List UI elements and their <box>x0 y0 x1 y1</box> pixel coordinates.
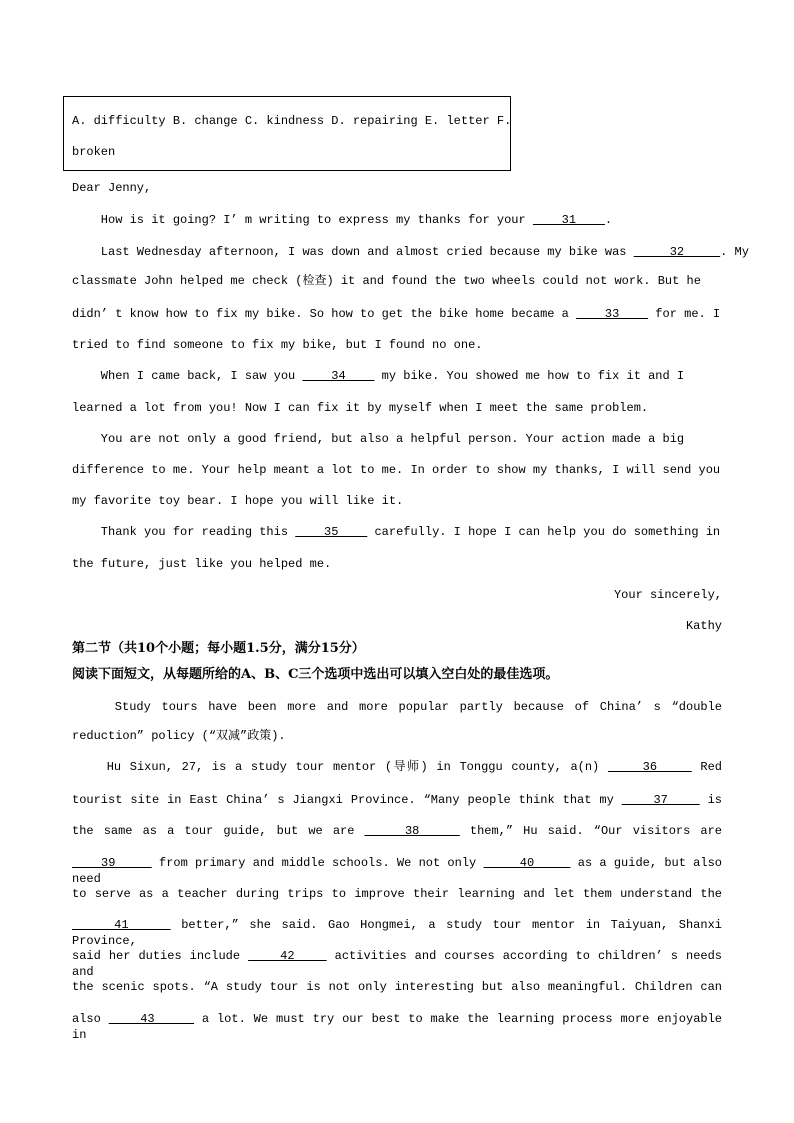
text-run: tried to find someone to fix my bike, but I found no one. <box>72 338 483 352</box>
text-run: a lot. We must try our best to make the learning process more enjoyable in <box>72 1012 722 1042</box>
blank-36: 36 <box>607 760 692 774</box>
text-run: carefully. I hope I can help you do something in <box>367 525 721 539</box>
blank-37: 37 <box>621 793 700 807</box>
text-run: them,” Hu said. “Our visitors are <box>459 824 723 838</box>
text-run: Dear Jenny, <box>72 181 152 195</box>
text-run: the scenic spots. “A study tour is not only interesting but also meaningful. Children can <box>72 980 722 994</box>
text-line <box>72 400 722 416</box>
text-run: When I came back, I saw you <box>72 369 303 383</box>
text-run: Last Wednesday afternoon, I was down and almost cried because my bike was <box>72 245 634 259</box>
text-line <box>72 180 722 196</box>
blank-34: 34 <box>302 369 375 383</box>
text-line <box>72 948 722 980</box>
text-run: my bike. You showed me how to fix it and I <box>374 369 685 383</box>
blank-43: 43 <box>108 1012 195 1026</box>
text-run: didn’ t know how to fix my bike. So how to get the bike home became a <box>72 307 577 321</box>
text-line <box>72 855 722 887</box>
blank-40: 40 <box>483 856 571 870</box>
blank-32: 32 <box>633 245 721 259</box>
text-line <box>72 1011 722 1043</box>
text-run: Your sincerely, <box>613 588 722 602</box>
text-line <box>72 979 722 995</box>
text-line <box>72 823 722 839</box>
text-run: is <box>699 793 722 807</box>
text-run: as a guide, but also need <box>72 856 722 886</box>
text-run: tourist site in East China’ s Jiangxi Province. “Many people think that my <box>72 793 622 807</box>
text-run: Study tours have been more and more popular partly because of China’ s “double <box>72 700 722 714</box>
text-run: said her duties include <box>72 949 249 963</box>
text-line <box>72 244 749 260</box>
text-run: reduction” policy (“双减”政策). <box>72 729 286 743</box>
blank-39: 39 <box>72 856 152 870</box>
text-line <box>72 524 722 540</box>
blank-38: 38 <box>364 824 460 838</box>
text-run: How is it going? I’ m writing to express my thanks for your <box>72 213 533 227</box>
blank-35: 35 <box>295 525 368 539</box>
section-instruction: 阅读下面短文，从每题所给的A、B、C三个选项中选出可以填入空白处的最佳选项。 <box>72 667 559 682</box>
blank-33: 33 <box>576 307 649 321</box>
text-run: activities and courses according to children’ s needs and <box>72 949 723 979</box>
text-run: . <box>604 213 613 227</box>
blank-41: 41 <box>72 918 171 932</box>
text-line <box>72 886 722 902</box>
text-run: Thank you for reading this <box>72 525 296 539</box>
text-run: . My <box>720 245 749 259</box>
text-line <box>72 587 722 603</box>
text-line <box>72 368 722 384</box>
text-line <box>72 212 722 228</box>
text-run: also <box>72 1012 109 1026</box>
text-line <box>72 493 722 509</box>
text-run: the future, just like you helped me. <box>72 557 332 571</box>
word-bank-line-2: broken <box>72 145 116 159</box>
text-run: Kathy <box>685 619 722 633</box>
text-run: Red <box>691 760 722 774</box>
text-line <box>72 728 722 744</box>
text-line <box>72 618 722 634</box>
text-line <box>72 462 722 478</box>
text-line <box>72 306 722 322</box>
text-run: from primary and middle schools. We not only <box>151 856 484 870</box>
text-run: my favorite toy bear. I hope you will like it. <box>72 494 404 508</box>
section-heading: 第二节（共10个小题；每小题1.5分，满分15分） <box>72 641 365 656</box>
text-line <box>72 556 722 572</box>
text-line <box>72 273 722 289</box>
text-run: better,” she said. Gao Hongmei, a study tour mentor in Taiyuan, Shanxi Province, <box>72 918 722 948</box>
text-line <box>72 917 722 949</box>
text-run: You are not only a good friend, but also a helpful person. Your action made a big <box>72 432 685 446</box>
text-line <box>72 759 722 775</box>
blank-42: 42 <box>248 949 327 963</box>
text-run: to serve as a teacher during trips to improve their learning and let them understand the <box>72 887 722 901</box>
text-run: classmate John helped me check (检查) it and found the two wheels could not work. But he <box>72 274 701 288</box>
text-run: Hu Sixun, 27, is a study tour mentor (导师) in Tonggu county, a(n) <box>72 760 608 774</box>
text-line <box>72 431 722 447</box>
text-line <box>72 792 722 808</box>
text-line <box>72 699 722 715</box>
text-run: the same as a tour guide, but we are <box>72 824 365 838</box>
text-run: for me. I <box>648 307 721 321</box>
blank-31: 31 <box>532 213 605 227</box>
text-line <box>72 337 722 353</box>
text-run: difference to me. Your help meant a lot to me. In order to show my thanks, I will send you <box>72 463 721 477</box>
text-run: learned a lot from you! Now I can fix it by myself when I meet the same problem. <box>72 401 649 415</box>
word-bank-line-1: A. difficulty B. change C. kindness D. repairing E. letter F. <box>72 114 512 128</box>
